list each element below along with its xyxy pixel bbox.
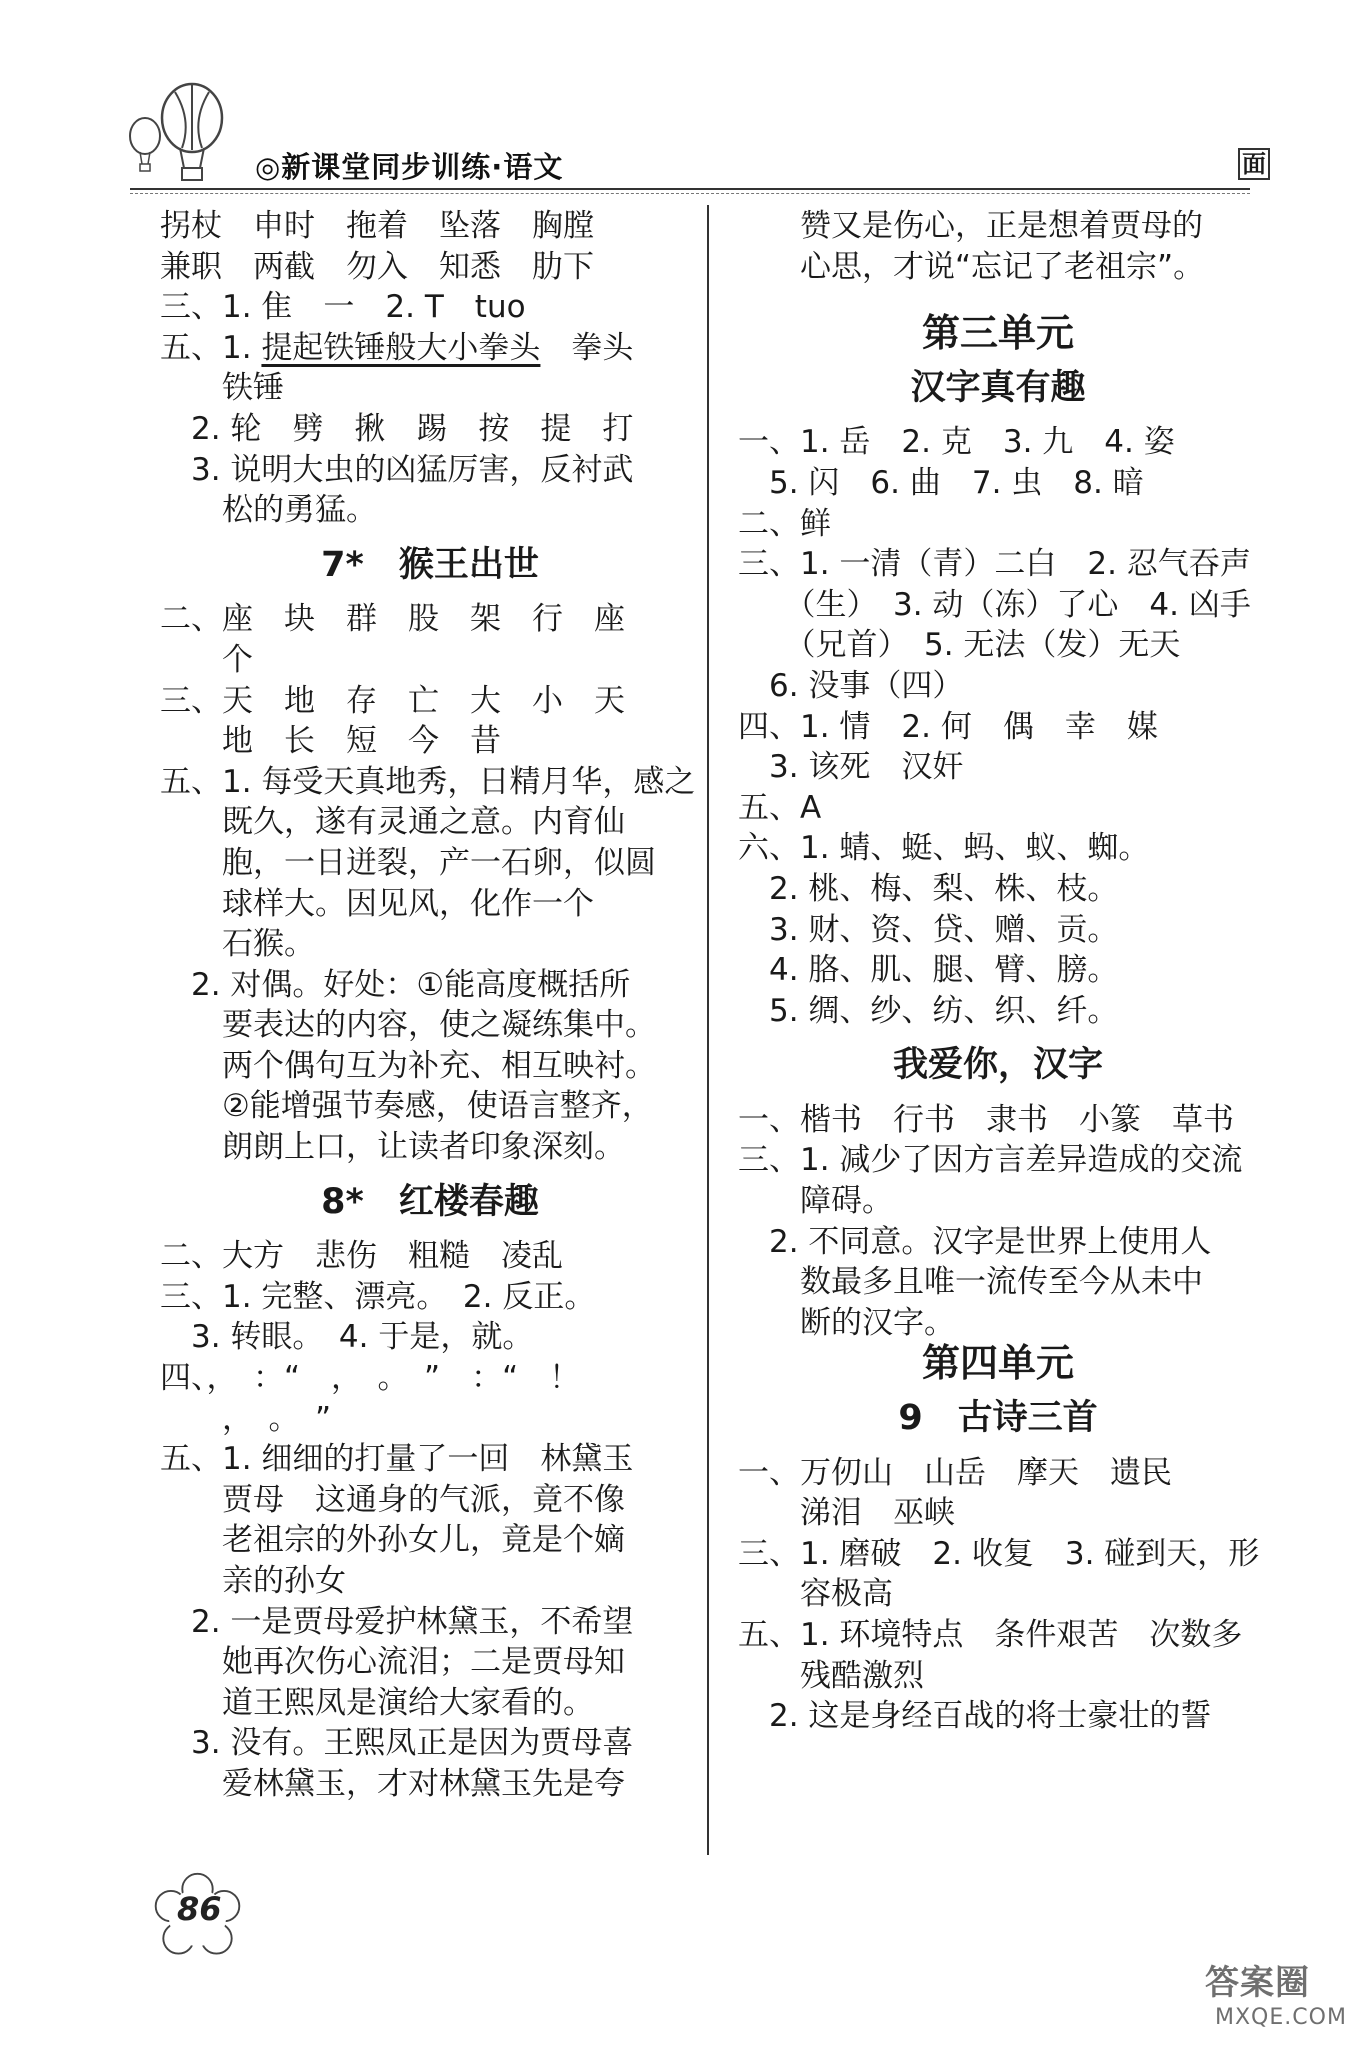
unit-heading: 第四单元 xyxy=(921,1341,1074,1386)
header-rule xyxy=(130,188,1250,190)
answer-line: 球样大。因见风，化作一个 xyxy=(160,885,594,922)
answer-line: 三、1. 完整、漂亮。 2. 反正。 xyxy=(160,1278,596,1315)
answer-line: 一、1. 岳 2. 克 3. 九 4. 姿 xyxy=(738,424,1175,461)
answer-line: 3. 该死 汉奸 xyxy=(738,749,964,786)
answer-line: 五、A xyxy=(738,789,822,826)
answer-line: 四、， ：“ ， 。 ” ：“ ！ xyxy=(160,1360,581,1397)
right-column xyxy=(738,206,1258,1737)
answer-line: 三、天 地 存 亡 大 小 天 xyxy=(160,682,625,719)
page-header xyxy=(0,0,1366,210)
answer-line: 胞，一日迸裂，产一石卵，似圆 xyxy=(160,844,656,881)
underlined-answer: 提起铁锤般大小拳头 xyxy=(261,329,541,366)
answer-line: 地 长 短 今 昔 xyxy=(160,723,501,760)
answer-line: 残酷激烈 xyxy=(738,1657,924,1694)
answer-line: 二、座 块 群 股 架 行 座 xyxy=(160,601,625,638)
answer-line: （兄首） 5. 无法（发）无天 xyxy=(738,627,1181,664)
lesson-heading: 我爱你，汉字 xyxy=(892,1045,1103,1086)
lesson-heading: 7* 猴王出世 xyxy=(321,544,539,585)
answer-line: 两个偶句互为补充、相互映衬。 xyxy=(160,1047,656,1084)
answer-line: 2. 轮 劈 揪 踢 按 提 打 xyxy=(160,410,634,447)
answer-line: 数最多且唯一流传至今从未中 xyxy=(738,1264,1203,1301)
answer-suffix: 拳头 xyxy=(540,329,634,366)
answer-line: 三、1. 减少了因方言差异造成的交流 xyxy=(738,1142,1243,1179)
answer-line: 既久，遂有灵通之意。内育仙 xyxy=(160,804,625,841)
answer-line: 5. 绸、纱、纺、织、纤。 xyxy=(738,992,1119,1029)
answer-line: 五、1. 环境特点 条件艰苦 次数多 xyxy=(738,1617,1243,1653)
answer-line: 四、1. 情 2. 何 偶 幸 媒 xyxy=(738,708,1158,745)
page-number: 86 xyxy=(177,1890,222,1928)
answer-line: 朗朗上口，让读者印象深刻。 xyxy=(160,1129,625,1166)
answer-line: 拐杖 申时 拖着 坠落 胸膛 xyxy=(160,208,594,244)
answer-line: ， 。 ” xyxy=(160,1400,332,1437)
answer-line: 六、1. 蜻、蜓、蚂、蚁、蜘。 xyxy=(738,830,1150,867)
answer-line: 赞又是伤心，正是想着贾母的 xyxy=(738,208,1203,244)
answer-line: 三、1. 一清（青）二白 2. 忍气吞声 xyxy=(738,546,1251,583)
watermark-logo: 答案圈 xyxy=(1205,1963,1310,2003)
answer-line: 二、大方 悲伤 粗糙 凌乱 xyxy=(160,1238,563,1275)
answer-line: 2. 对偶。好处：①能高度概括所 xyxy=(160,966,631,1003)
answer-line: 道王熙凤是演给大家看的。 xyxy=(160,1684,594,1721)
lesson-heading: 8* 红楼春趣 xyxy=(321,1181,539,1222)
answer-line: 2. 桃、梅、梨、株、枝。 xyxy=(738,870,1119,907)
answer-line: 兼职 两截 勿入 知悉 肋下 xyxy=(160,248,594,285)
answer-line: 铁锤 xyxy=(160,370,284,407)
answer-line: 5. 闪 6. 曲 7. 虫 8. 暗 xyxy=(738,464,1144,501)
answer-line: 贾母 这通身的气派，竟不像 xyxy=(160,1481,625,1518)
answer-line: 3. 没有。王熙凤正是因为贾母喜 xyxy=(160,1725,634,1762)
answer-line: 心思，才说“忘记了老祖宗”。 xyxy=(738,248,1205,285)
answer-line: 五、1. 每受天真地秀，日精月华，感之 xyxy=(160,763,696,800)
answer-line: 容极高 xyxy=(738,1576,893,1613)
lesson-heading: 9 古诗三首 xyxy=(898,1398,1098,1439)
answer-line: （生） 3. 动（冻）了心 4. 凶手 xyxy=(738,586,1251,623)
answer-line: 三、1. 隹 一 2. T tuo xyxy=(160,289,526,326)
answer-line: 涕泪 巫峡 xyxy=(738,1495,955,1532)
answer-line: 个 xyxy=(160,641,253,678)
left-column xyxy=(160,206,700,1805)
answer-line: ②能增强节奏感，使语言整齐， xyxy=(160,1088,653,1125)
answer-line: 断的汉字。 xyxy=(738,1304,955,1341)
column-divider xyxy=(707,205,709,1855)
answer-line: 3. 财、资、贷、赠、贡。 xyxy=(738,911,1119,948)
answer-line: 石猴。 xyxy=(160,926,315,963)
answer-line: 三、1. 磨破 2. 收复 3. 碰到天，形 xyxy=(738,1535,1260,1572)
answer-line: 障碍。 xyxy=(738,1183,893,1220)
unit-heading: 第三单元 xyxy=(921,311,1074,356)
header-title: ◎新课堂同步训练·语文 xyxy=(255,150,564,184)
lesson-heading: 汉字真有趣 xyxy=(910,367,1086,408)
answer-line: 爱林黛玉，才对林黛玉先是夸 xyxy=(160,1765,625,1802)
answer-line: 要表达的内容，使之凝练集中。 xyxy=(160,1007,656,1044)
answer-line: 亲的孙女 xyxy=(160,1563,346,1599)
watermark-url: MXQE.COM xyxy=(1215,2005,1347,2030)
answer-line: 3. 转眼。 4. 于是，就。 xyxy=(160,1319,534,1356)
answer-line: 3. 说明大虫的凶猛厉害，反衬武 xyxy=(160,451,634,488)
answer-line: 2. 不同意。汉字是世界上使用人 xyxy=(738,1223,1212,1260)
answer-line: 一、楷书 行书 隶书 小篆 草书 xyxy=(738,1101,1234,1138)
corner-mark: 面 xyxy=(1238,148,1270,180)
answer-line: 老祖宗的外孙女儿，竟是个嫡 xyxy=(160,1522,625,1559)
hot-air-balloon-icon xyxy=(120,80,250,190)
answer-line: 2. 一是贾母爱护林黛玉，不希望 xyxy=(160,1603,634,1640)
answer-line: 4. 胳、肌、腿、臂、膀。 xyxy=(738,952,1119,989)
answer-line: 6. 没事（四） xyxy=(738,667,964,704)
answer-line: 2. 这是身经百战的将士豪壮的誓 xyxy=(738,1698,1212,1735)
answer-line: 松的勇猛。 xyxy=(160,492,377,529)
answer-line: 二、鲜 xyxy=(738,505,831,542)
header-rule-dashed xyxy=(130,193,1250,194)
answer-prefix: 五、1. xyxy=(160,329,262,366)
answer-line: 她再次伤心流泪；二是贾母知 xyxy=(160,1644,625,1681)
answer-line xyxy=(160,328,700,369)
answer-line: 一、万仞山 山岳 摩天 遗民 xyxy=(738,1454,1172,1491)
answer-line: 五、1. 细细的打量了一回 林黛玉 xyxy=(160,1441,634,1478)
